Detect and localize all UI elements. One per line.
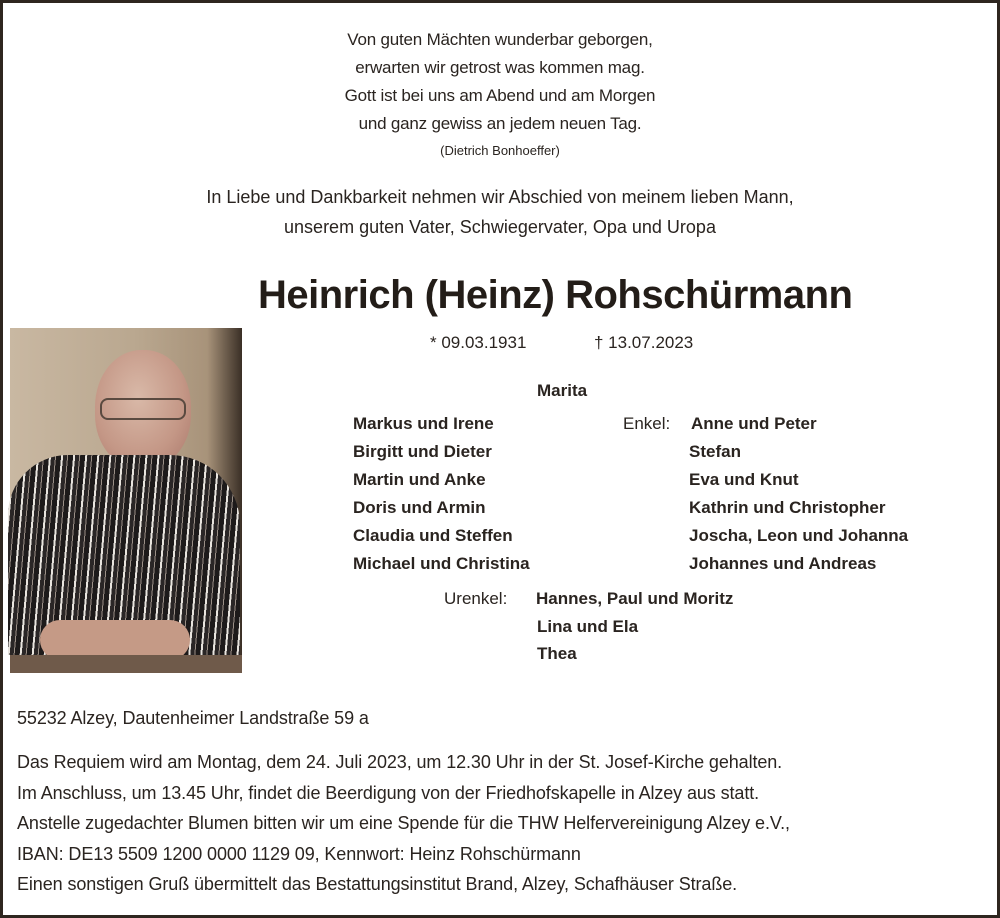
poem-line: und ganz gewiss an jedem neuen Tag. [358,114,642,133]
photo-glasses [100,398,186,420]
child-entry: Michael und Christina [353,554,530,573]
poem-line: Gott ist bei uns am Abend und am Morgen [344,86,656,105]
child-entry: Markus und Irene [353,414,494,433]
grandchildren-label: Enkel: [623,414,671,433]
details-line: Das Requiem wird am Montag, dem 24. Juli 2023, um 12.30 Uhr in der St. Josef-Kirche gehalten. [17,752,783,772]
great-grandchild-entry: Thea [537,644,577,663]
photo-arm [40,620,190,660]
child-entry: Doris und Armin [353,498,486,517]
great-grandchildren-label: Urenkel: [444,589,508,608]
poem-author: (Dietrich Bonhoeffer) [440,143,560,158]
deceased-name: Heinrich (Heinz) Rohschürmann [258,273,853,317]
intro-line: unserem guten Vater, Schwiegervater, Opa und Uropa [284,217,716,237]
grandchild-entry: Kathrin und Christopher [689,498,886,517]
grandchild-entry: Joscha, Leon und Johanna [689,526,909,545]
grandchild-entry: Anne und Peter [691,414,817,433]
child-entry: Martin und Anke [353,470,486,489]
birth-date: * 09.03.1931 [430,333,527,352]
details-line: Im Anschluss, um 13.45 Uhr, findet die Beerdigung von der Friedhofskapelle in Alzey aus statt. [17,783,760,803]
death-date: † 13.07.2023 [594,333,694,352]
wife-name: Marita [537,381,588,400]
great-grandchild-entry: Hannes, Paul und Moritz [536,589,734,608]
grandchild-entry: Eva und Knut [689,470,799,489]
child-entry: Birgitt und Dieter [353,442,492,461]
poem-line: Von guten Mächten wunderbar geborgen, [347,30,653,49]
grandchild-entry: Johannes und Andreas [689,554,877,573]
photo-table [10,655,242,673]
details-line: IBAN: DE13 5509 1200 0000 1129 09, Kennwort: Heinz Rohschürmann [17,844,581,864]
grandchild-entry: Stefan [689,442,741,461]
intro-line: In Liebe und Dankbarkeit nehmen wir Abschied von meinem lieben Mann, [206,187,794,207]
child-entry: Claudia und Steffen [353,526,513,545]
address: 55232 Alzey, Dautenheimer Landstraße 59 a [17,708,369,728]
poem-line: erwarten wir getrost was kommen mag. [355,58,645,77]
details-line: Anstelle zugedachter Blumen bitten wir um eine Spende für die THW Helfervereinigung Alzey e.V., [17,813,790,833]
great-grandchild-entry: Lina und Ela [537,617,639,636]
details-line: Einen sonstigen Gruß übermittelt das Bestattungsinstitut Brand, Alzey, Schafhäuser Straße. [17,874,738,894]
